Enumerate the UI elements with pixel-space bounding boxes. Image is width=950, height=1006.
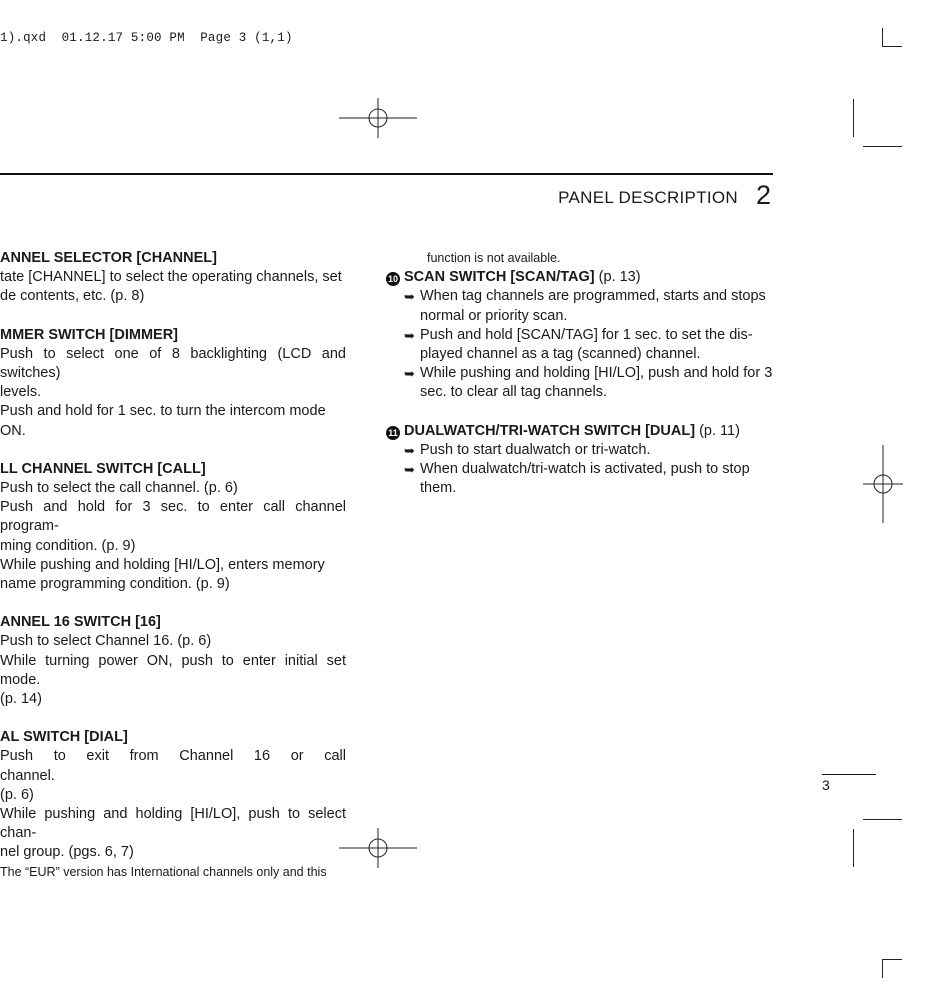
text-line: normal or priority scan. [420, 307, 568, 324]
text-line: Push to exit from Channel 16 or call channel. [0, 748, 346, 784]
dial-switch-section [0, 728, 346, 882]
arrow-bullet-icon: ➥ [404, 366, 415, 382]
page-number-rule [822, 774, 876, 775]
text-line: While pushing and holding [HI/LO], enters memory [0, 556, 325, 573]
channel-selector-section [0, 249, 346, 307]
text-line: Push and hold for 1 sec. to turn the intercom mode ON. [0, 403, 326, 439]
list-item [386, 441, 773, 460]
text-line: While pushing and holding [HI/LO], push to select chan- [0, 806, 346, 842]
text-line: them. [420, 480, 457, 497]
arrow-bullet-icon: ➥ [404, 289, 415, 305]
section-heading: ANNEL 16 SWITCH [16] [0, 614, 161, 631]
text-line: sec. to clear all tag channels. [420, 384, 607, 401]
section-heading: AL SWITCH [DIAL] [0, 729, 128, 746]
text-line: Push and hold for 3 sec. to enter call channel program- [0, 499, 346, 535]
text-line: Push to select one of 8 backlighting (LCD and switches) [0, 345, 346, 382]
text-line: While pushing and holding [HI/LO], push and hold for 3 [420, 365, 773, 382]
file-slug-line: 1).qxd 01.12.17 5:00 PM Page 3 (1,1) [0, 31, 293, 45]
section-number: 2 [756, 180, 772, 210]
list-item [386, 364, 773, 402]
section-heading: SCAN SWITCH [SCAN/TAG] [404, 269, 595, 286]
text-line: Push and hold [SCAN/TAG] for 1 sec. to set the dis- [420, 326, 753, 343]
right-column [386, 249, 773, 498]
text-line: Push to start dualwatch or tri-watch. [420, 441, 651, 458]
arrow-bullet-icon: ➥ [404, 327, 415, 343]
footnote-text: The “EUR” version has International channels only and this [0, 864, 327, 879]
channel16-switch-section [0, 613, 346, 709]
item-number-badge: 11 [386, 426, 400, 440]
text-line: Push to select the call channel. (p. 6) [0, 480, 238, 497]
text-line: (p. 6) [0, 786, 34, 803]
section-heading: LL CHANNEL SWITCH [CALL] [0, 460, 206, 477]
scan-switch-section [386, 268, 773, 402]
section-title: PANEL DESCRIPTION [558, 188, 738, 207]
text-line: When tag channels are programmed, starts and stops [420, 288, 766, 305]
call-channel-switch-section [0, 460, 346, 594]
dualwatch-switch-section [386, 422, 773, 499]
section-heading: MMER SWITCH [DIMMER] [0, 326, 179, 343]
arrow-bullet-icon: ➥ [404, 442, 415, 458]
section-heading: ANNEL SELECTOR [CHANNEL] [0, 250, 217, 266]
item-number-badge: 10 [387, 274, 398, 285]
text-line: While turning power ON, push to enter initial set mode. [0, 652, 346, 688]
dimmer-switch-section [0, 326, 346, 441]
header-rule [0, 173, 773, 175]
registration-mark-top [339, 98, 417, 138]
section-heading: DUALWATCH/TRI-WATCH SWITCH [DUAL] [404, 422, 696, 439]
registration-mark-bottom [339, 828, 417, 868]
text-line: nel group. (pgs. 6, 7) [0, 844, 134, 861]
text-line: name programming condition. (p. 9) [0, 576, 230, 593]
text-line: Push to select Channel 16. (p. 6) [0, 633, 212, 650]
page-reference: (p. 11) [699, 422, 740, 439]
text-line: (p. 14) [0, 691, 42, 708]
page-number: 3 [822, 777, 830, 793]
page-reference: (p. 13) [598, 269, 641, 286]
left-column [0, 249, 346, 882]
continued-note: function is not available. [427, 251, 561, 265]
list-item [386, 460, 773, 498]
registration-mark-right [863, 445, 903, 523]
text-line: levels. [0, 384, 42, 401]
text-line: ming condition. (p. 9) [0, 537, 136, 554]
arrow-bullet-icon: ➥ [404, 462, 415, 478]
text-line: tate [CHANNEL] to select the operating channels, set [0, 269, 342, 286]
text-line: de contents, etc. (p. 8) [0, 288, 145, 305]
text-line: When dualwatch/tri-watch is activated, push to stop [420, 461, 750, 478]
text-line: played channel as a tag (scanned) channel. [420, 346, 701, 363]
list-item [386, 326, 773, 364]
list-item [386, 287, 773, 325]
